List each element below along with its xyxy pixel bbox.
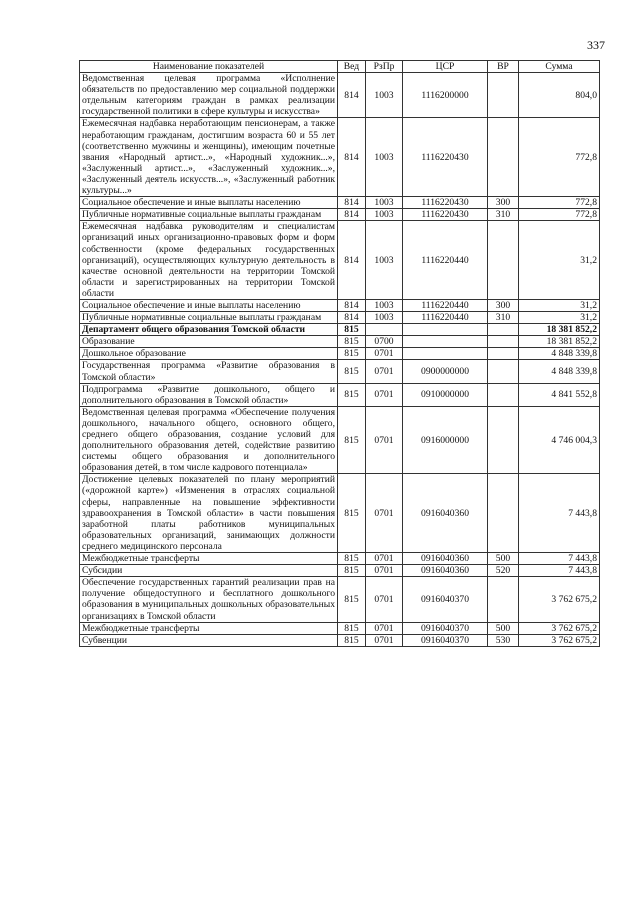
table-row	[80, 197, 600, 209]
cell-sum: 7 443,8	[519, 474, 600, 553]
cell-ved: 814	[338, 312, 366, 324]
cell-rzpr: 1003	[366, 197, 403, 209]
cell-name: Ежемесячная надбавка неработающим пенсионерам, а также неработающим гражданам, достигшим возраста 60 и 55 лет (соответственно мужчины и женщины), имеющим почетные звания «Народный артист...», «Народный художник...», «Заслуженный артист...», «Заслуженный художник...», «Заслуженный деятель искусств...», «Заслуженный работник культуры...»	[80, 118, 338, 197]
cell-ved: 815	[338, 622, 366, 634]
cell-name: Социальное обеспечение и иные выплаты населению	[80, 299, 338, 311]
cell-rzpr: 0700	[366, 336, 403, 348]
cell-vr: 310	[488, 209, 519, 221]
table-row	[80, 634, 600, 646]
table-row	[80, 324, 600, 336]
cell-name: Публичные нормативные социальные выплаты гражданам	[80, 209, 338, 221]
cell-rzpr: 0701	[366, 565, 403, 577]
page-number: 337	[587, 38, 605, 52]
cell-vr	[488, 406, 519, 474]
table-row	[80, 553, 600, 565]
cell-name: Достижение целевых показателей по плану мероприятий («дорожной карте») «Изменения в отраслях социальной сферы, направленные на повышение эффективности здравоохранения в Томской области» в части повышения заработной платы работников муниципальных образовательных организаций, занимающих должности среднего медицинского персонала	[80, 474, 338, 553]
cell-rzpr: 1003	[366, 118, 403, 197]
budget-table	[79, 60, 600, 647]
cell-sum: 4 746 004,3	[519, 406, 600, 474]
cell-csr: 0916040360	[403, 474, 488, 553]
cell-sum: 18 381 852,2	[519, 336, 600, 348]
cell-vr	[488, 221, 519, 300]
cell-rzpr: 1003	[366, 299, 403, 311]
cell-rzpr: 0701	[366, 553, 403, 565]
cell-sum: 804,0	[519, 73, 600, 118]
cell-ved: 814	[338, 299, 366, 311]
cell-sum: 31,2	[519, 299, 600, 311]
table-row	[80, 336, 600, 348]
cell-rzpr: 0701	[366, 348, 403, 360]
cell-ved: 815	[338, 406, 366, 474]
cell-rzpr: 0701	[366, 406, 403, 474]
cell-rzpr	[366, 324, 403, 336]
header-name: Наименование показателей	[80, 61, 338, 73]
cell-ved: 814	[338, 209, 366, 221]
cell-csr: 1116200000	[403, 73, 488, 118]
table-row	[80, 312, 600, 324]
cell-name: Ведомственная целевая программа «Исполнение обязательств по предоставлению мер социальной поддержки отдельным категориям граждан в рамках реализации государственной политики в сфере культуры и искусства»	[80, 73, 338, 118]
cell-csr: 0900000000	[403, 360, 488, 383]
table-row	[80, 73, 600, 118]
table-row	[80, 383, 600, 406]
cell-vr	[488, 348, 519, 360]
cell-name: Субвенции	[80, 634, 338, 646]
cell-ved: 815	[338, 324, 366, 336]
cell-sum: 3 762 675,2	[519, 577, 600, 622]
table-row	[80, 622, 600, 634]
table-row	[80, 221, 600, 300]
cell-sum: 3 762 675,2	[519, 622, 600, 634]
cell-vr	[488, 73, 519, 118]
cell-name: Образование	[80, 336, 338, 348]
cell-rzpr: 0701	[366, 383, 403, 406]
cell-csr: 0916040360	[403, 553, 488, 565]
cell-rzpr: 0701	[366, 577, 403, 622]
table-row	[80, 348, 600, 360]
cell-csr: 1116220440	[403, 299, 488, 311]
cell-rzpr: 1003	[366, 73, 403, 118]
cell-vr	[488, 324, 519, 336]
cell-csr: 1116220440	[403, 312, 488, 324]
header-ved: Вед	[338, 61, 366, 73]
table-row	[80, 565, 600, 577]
cell-csr: 0916040370	[403, 622, 488, 634]
cell-vr	[488, 118, 519, 197]
cell-name: Дошкольное образование	[80, 348, 338, 360]
cell-csr: 0910000000	[403, 383, 488, 406]
header-sum: Сумма	[519, 61, 600, 73]
cell-ved: 815	[338, 474, 366, 553]
cell-sum: 4 848 339,8	[519, 360, 600, 383]
cell-ved: 815	[338, 634, 366, 646]
cell-vr: 500	[488, 622, 519, 634]
cell-ved: 815	[338, 577, 366, 622]
cell-csr	[403, 324, 488, 336]
table-row	[80, 577, 600, 622]
cell-ved: 815	[338, 348, 366, 360]
cell-name: Межбюджетные трансферты	[80, 622, 338, 634]
cell-ved: 815	[338, 553, 366, 565]
cell-name: Публичные нормативные социальные выплаты гражданам	[80, 312, 338, 324]
cell-ved: 814	[338, 73, 366, 118]
cell-name: Государственная программа «Развитие образования в Томской области»	[80, 360, 338, 383]
cell-csr: 0916040360	[403, 565, 488, 577]
cell-csr	[403, 336, 488, 348]
cell-sum: 18 381 852,2	[519, 324, 600, 336]
cell-csr: 1116220430	[403, 209, 488, 221]
cell-sum: 7 443,8	[519, 565, 600, 577]
cell-sum: 31,2	[519, 221, 600, 300]
table-row	[80, 406, 600, 474]
cell-vr: 500	[488, 553, 519, 565]
cell-ved: 815	[338, 565, 366, 577]
header-vr: ВР	[488, 61, 519, 73]
cell-csr: 0916040370	[403, 577, 488, 622]
cell-name: Социальное обеспечение и иные выплаты населению	[80, 197, 338, 209]
cell-name: Субсидии	[80, 565, 338, 577]
table-row	[80, 360, 600, 383]
cell-name: Ведомственная целевая программа «Обеспечение получения дошкольного, начального общего, основного общего, среднего общего образования, создание условий для дополнительного образования детей, содействие развитию системы общего образования и дополнительного образования детей, в том числе кадрового потенциала»	[80, 406, 338, 474]
cell-rzpr: 0701	[366, 622, 403, 634]
cell-csr: 1116220430	[403, 118, 488, 197]
cell-ved: 815	[338, 383, 366, 406]
cell-rzpr: 1003	[366, 209, 403, 221]
cell-sum: 4 848 339,8	[519, 348, 600, 360]
header-csr: ЦСР	[403, 61, 488, 73]
cell-csr: 1116220430	[403, 197, 488, 209]
table-row	[80, 299, 600, 311]
cell-vr	[488, 577, 519, 622]
cell-sum: 4 841 552,8	[519, 383, 600, 406]
cell-vr: 520	[488, 565, 519, 577]
cell-sum: 7 443,8	[519, 553, 600, 565]
cell-vr	[488, 360, 519, 383]
cell-csr	[403, 348, 488, 360]
cell-vr	[488, 474, 519, 553]
table-row	[80, 474, 600, 553]
cell-ved: 815	[338, 336, 366, 348]
cell-rzpr: 0701	[366, 634, 403, 646]
cell-name: Подпрограмма «Развитие дошкольного, общего и дополнительного образования в Томской области»	[80, 383, 338, 406]
cell-vr	[488, 383, 519, 406]
cell-vr: 310	[488, 312, 519, 324]
cell-vr: 530	[488, 634, 519, 646]
cell-vr: 300	[488, 299, 519, 311]
cell-sum: 772,8	[519, 209, 600, 221]
cell-name: Межбюджетные трансферты	[80, 553, 338, 565]
table-row	[80, 118, 600, 197]
cell-rzpr: 0701	[366, 360, 403, 383]
cell-name: Департамент общего образования Томской области	[80, 324, 338, 336]
cell-ved: 814	[338, 221, 366, 300]
cell-sum: 772,8	[519, 197, 600, 209]
cell-ved: 814	[338, 118, 366, 197]
cell-vr	[488, 336, 519, 348]
cell-rzpr: 1003	[366, 312, 403, 324]
header-rzpr: РзПр	[366, 61, 403, 73]
cell-csr: 0916040370	[403, 634, 488, 646]
cell-csr: 1116220440	[403, 221, 488, 300]
table-row	[80, 209, 600, 221]
cell-name: Обеспечение государственных гарантий реализации прав на получение общедоступного и бесплатного дошкольного образования в муниципальных дошкольных образовательных организациях в Томской области	[80, 577, 338, 622]
table-body	[80, 73, 600, 647]
cell-ved: 815	[338, 360, 366, 383]
cell-name: Ежемесячная надбавка руководителям и специалистам организаций иных организационно-правовых форм и форм собственности (кроме федеральных государственных организаций), осуществляющих культурную деятельность в качестве основной деятельности на территории Томской области и зарегистрированных на территории Томской области	[80, 221, 338, 300]
cell-rzpr: 0701	[366, 474, 403, 553]
cell-rzpr: 1003	[366, 221, 403, 300]
cell-sum: 772,8	[519, 118, 600, 197]
cell-ved: 814	[338, 197, 366, 209]
cell-csr: 0916000000	[403, 406, 488, 474]
table-header-row	[80, 61, 600, 73]
cell-vr: 300	[488, 197, 519, 209]
cell-sum: 31,2	[519, 312, 600, 324]
cell-sum: 3 762 675,2	[519, 634, 600, 646]
